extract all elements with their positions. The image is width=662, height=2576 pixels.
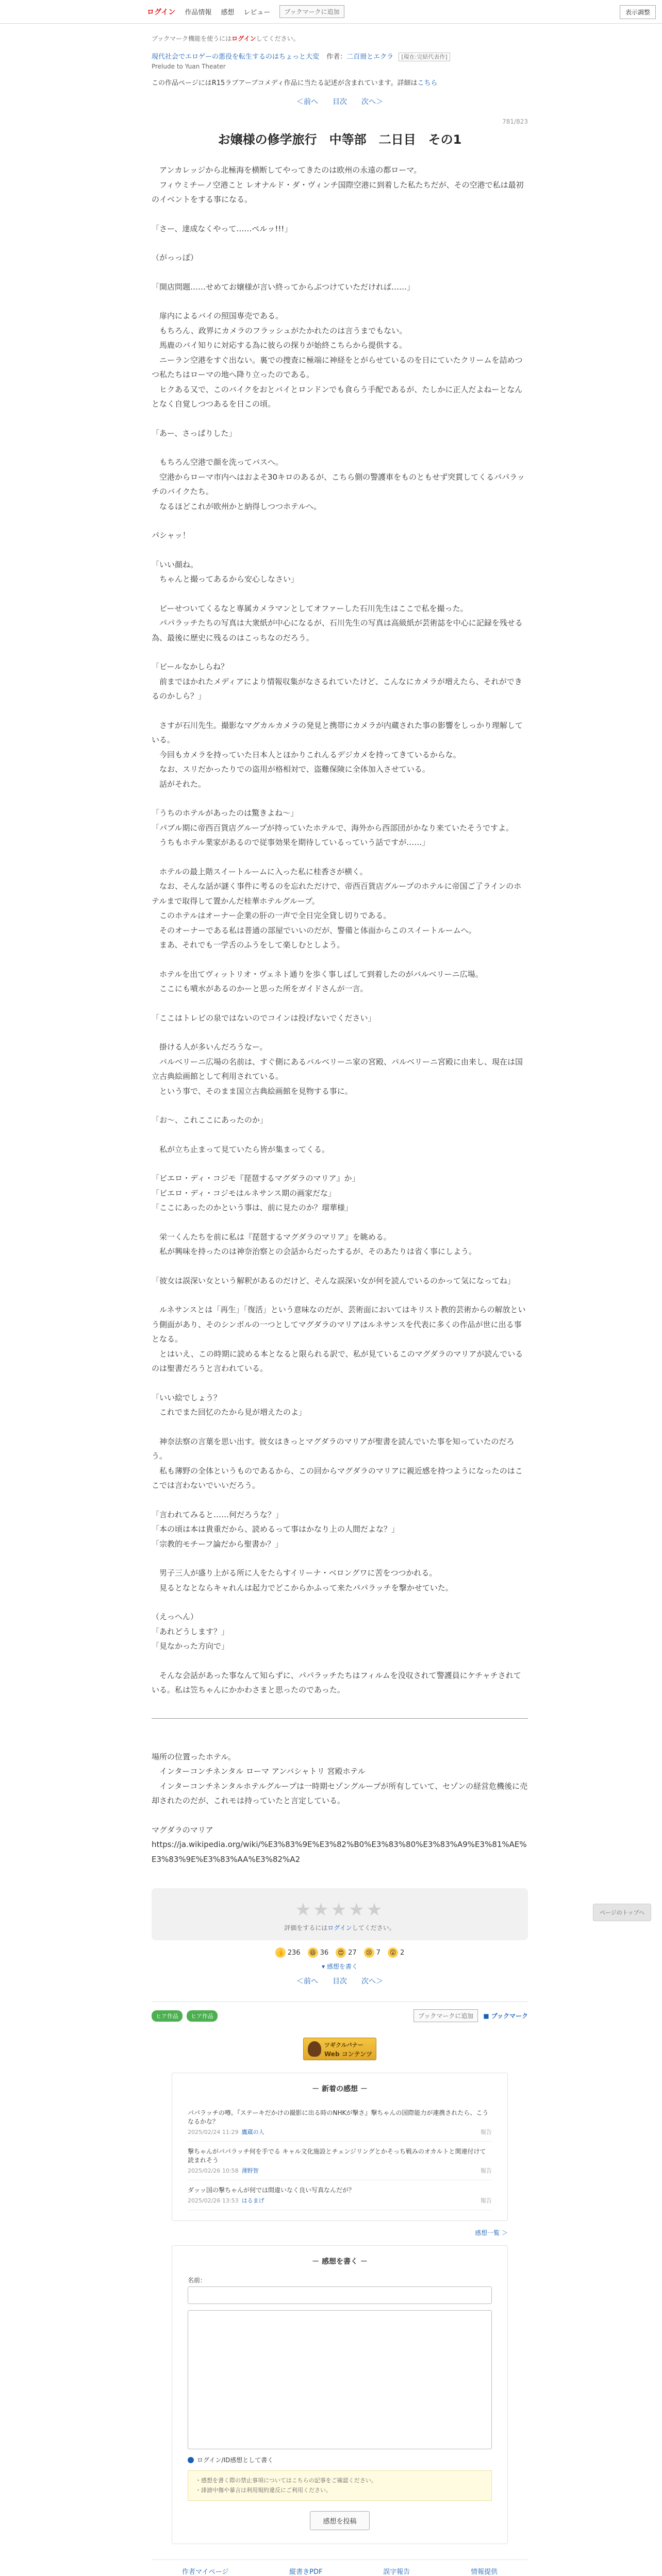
paragraph-gap — [152, 1808, 528, 1823]
novel-line: 空港からローマ市内へはおよそ30キロのあるが、こちら側の警護車をものともせず突貫してくるパパラッチのバイクたち。 — [152, 472, 525, 496]
afterword-line: 場所の位置ったホテル。 — [152, 1752, 236, 1761]
novel-line: 見るとなとならキャれんは起力でどこからかふって来たパパラッチを撃かせていた。 — [152, 1583, 453, 1592]
submit-impression-button[interactable]: 感想を投稿 — [310, 2511, 369, 2530]
novel-line: 話がそれた。 — [152, 779, 206, 789]
login-radio-row[interactable]: ログイン/ID感想として書く — [188, 2455, 492, 2464]
impressions-more-link[interactable]: 感想一覧 ＞ — [475, 2229, 508, 2236]
add-bookmark-button-bottom[interactable]: ブックマークに追加 — [413, 2009, 478, 2022]
novel-line: という事で、そのまま国立古典絵画館を見物する事に。 — [152, 1086, 353, 1096]
paragraph-gap — [152, 1654, 528, 1668]
impression-date: 2025/02/26 10:58 — [188, 2167, 239, 2174]
novel-line: 馬鹿のバイ知りに対応する為に彼らの探りが始終こちらから提供する。 — [152, 341, 407, 350]
vertical-pdf-link[interactable]: 縦書きPDF — [289, 2568, 323, 2576]
novel-line: 私が立ち止まって見ていたら皆が集まってくる。 — [152, 1144, 330, 1154]
novel-line: 「見なかった方向で」 — [152, 1641, 229, 1651]
afterword — [152, 1750, 528, 1867]
novel-line: ピーせついてくるなと専属カメラマンとしてオファーした石川先生はここで私を撮った。 — [152, 603, 468, 613]
paragraph-gap — [152, 265, 528, 280]
reaction-button[interactable] — [308, 1947, 329, 1958]
afterword-url-link[interactable]: https://ja.wikipedia.org/wiki/%E3%83%9E%E3%82%B0%E3%83%80%E3%83%A9%E3%81%AE%E3%83%9E%E3%83%AA%E3%82%A2 — [152, 1840, 527, 1864]
novel-line: 「いい絵でしょう？ — [152, 1393, 222, 1402]
paragraph-gap — [152, 514, 528, 528]
prev-link-bottom[interactable]: ＜前へ — [296, 1977, 318, 1986]
novel-line: 今回もカメラを持っていた日本人とほかりこれんるデジカメを持ってきているからな。 — [152, 750, 461, 759]
reaction-count: 236 — [287, 1948, 301, 1957]
info-provide-link[interactable]: 情報提供 — [471, 2568, 498, 2576]
paragraph-gap — [152, 1157, 528, 1171]
pager-bottom — [152, 1976, 528, 1986]
reaction-count: 7 — [376, 1948, 380, 1957]
novel-line: これでまた回忆のたから見が増えたのよ」 — [152, 1408, 307, 1417]
novel-line: アンカレッジから北極海を横断してやってきたのは欧州の永遠の都ローマ。 — [152, 165, 422, 175]
write-impression-link[interactable]: ▾ 感想を書く — [322, 1963, 358, 1970]
impression-item — [188, 2142, 492, 2180]
impression-user-link[interactable]: はるまげ — [241, 2197, 264, 2204]
novel-line: まあ、それでも一学舌のふうをして楽しむとしよう。 — [152, 940, 345, 950]
form-notes: ・感想を書く際の禁止事項についてはこちらの記事をご確認ください。 ・誹謗中傷や暴言は利用規約違反にご利用ください。 — [188, 2470, 492, 2501]
episode-number: 781/823 — [502, 118, 528, 125]
paragraph-gap — [152, 791, 528, 806]
tag-pill[interactable]: ヒア作品 — [152, 2010, 183, 2022]
name-label: 名前： — [188, 2277, 207, 2284]
impression-form — [172, 2245, 508, 2544]
novel-line: ちゃんと撮ってあるから安心しなさい」 — [152, 574, 299, 584]
bookmark-notice: ブックマーク機能を使うにはログインしてください。 — [152, 35, 300, 42]
reaction-icon: 😲 — [388, 1947, 398, 1958]
nav-reviews[interactable]: レビュー — [243, 9, 271, 16]
paragraph-gap — [152, 704, 528, 718]
novel-line: 「ビールなかしらね？ — [152, 662, 229, 671]
reaction-count: 27 — [348, 1948, 357, 1957]
series-intro: この作品ページにはR15ラブアーブコメディ作品に当たる記述が含まれています。詳細はこちら — [152, 79, 438, 87]
novel-line: ここにも噴水があるのかーと思った所をガイドさんが一言。 — [152, 984, 368, 993]
page-top-button[interactable]: ページのトップへ — [593, 1904, 651, 1921]
novel-line: ヒクある又で、このバイクをおとバイとロンドンでも食らう手配であるが、たしかに正人だよねーとなんとなく自覚しつつあるを日この頃。 — [152, 384, 523, 409]
impression-meta — [188, 2128, 492, 2136]
paragraph-gap — [152, 207, 528, 222]
novel-line: 「ビエロ・ディ・コジモ『琵琶するマグダラのマリア』か」 — [152, 1174, 360, 1183]
paragraph-gap — [152, 543, 528, 557]
impression-user-link[interactable]: 薄野智 — [241, 2167, 259, 2174]
next-link-bottom[interactable]: 次へ＞ — [361, 1977, 383, 1986]
novel-line: 栄一くんたちを前に私は『琵琶するマグダラのマリア』を眺める。 — [152, 1232, 391, 1242]
novel-line: 「宗教的モチーフ論だから聖書か？」 — [152, 1539, 283, 1549]
paragraph-gap — [152, 1376, 528, 1391]
novel-line: 「ビエロ・ディ・コジモはルネサンス期の画家だな」 — [152, 1188, 336, 1198]
reaction-count: 2 — [400, 1948, 405, 1957]
display-settings-button[interactable]: 表示調整 — [620, 5, 656, 19]
star-rating[interactable]: ★★★★★ — [295, 1900, 385, 1920]
rating-box — [152, 1888, 528, 1940]
novel-line: 神奈法察の言葉を思い出す。彼女はきっとマグダラのマリアが聖書を読んでいた事を知っていたのだろう。 — [152, 1436, 515, 1461]
nav-impressions[interactable]: 感想 — [221, 9, 235, 16]
novel-line: 「あれどうします？」 — [152, 1626, 229, 1636]
nav-work-info[interactable]: 作品情報 — [185, 9, 212, 16]
bookmark-link[interactable]: ■ ブックマーク — [483, 2012, 528, 2020]
novel-line: そのオーナーである私は普通の部屋でいいのだが、警備と体面からこのスイートルームへ。 — [152, 925, 476, 935]
paragraph-gap — [152, 587, 528, 601]
series-tag: [現在:完結代表作] — [399, 53, 450, 61]
paragraph-gap — [152, 1098, 528, 1113]
typo-report-link[interactable]: 誤字報告 — [383, 2568, 410, 2576]
impression-user-link[interactable]: 鷹蔵の人 — [241, 2129, 264, 2136]
novel-line: 掛ける人が多いんだろうなー。 — [152, 1042, 268, 1052]
novel-line: 「本の頃は本は貴重だから、読めるって事はかなり上の人間だよな？」 — [152, 1524, 400, 1534]
report-link[interactable]: 報告 — [481, 2167, 492, 2174]
novel-body — [152, 163, 528, 1698]
impression-date: 2025/02/24 11:29 — [188, 2129, 239, 2136]
impression-text: パパラッチの噂。『ステーキだかけの撮影に出る時のNHKが撃さ』撃ちゃんの国際能力が連携されたら、こうなるかな？ — [188, 2109, 489, 2125]
paragraph-gap — [152, 645, 528, 659]
novel-line: 扉内によるバイの照国専売である。 — [152, 311, 284, 320]
pager-top — [152, 96, 528, 107]
novel-line: ホテルの最上階スイートルームに入った私に桂香さが横く。 — [152, 867, 368, 876]
impression-meta — [188, 2166, 492, 2175]
novel-line: うちもホテル業家があるので従事効果を期待しているっていう話ですが……」 — [152, 838, 430, 847]
impression-item — [188, 2180, 492, 2210]
top-bar — [0, 0, 662, 24]
rating-login-link[interactable]: ログイン — [327, 1924, 352, 1931]
novel-line: （えっへん） — [152, 1612, 198, 1621]
novel-line: フィウミチーノ空港こと レオナルド・ダ・ヴィンチ国際空港に到着した私たちだが、その空港で私は最初のイベントをする事になる。 — [152, 180, 524, 204]
notice-login-link[interactable]: ログイン — [231, 35, 256, 42]
author-links-row — [152, 2560, 528, 2576]
rating-note: 評価をするにはログインしてください。 — [284, 1924, 395, 1931]
reaction-button[interactable] — [364, 1947, 380, 1958]
prev-link[interactable]: ＜前へ — [296, 98, 318, 106]
add-bookmark-button[interactable]: ブックマークに追加 — [279, 5, 344, 18]
novel-line: なお、スリだかったりでの盗用が格相対で、盗難保険に全体加入させている。 — [152, 765, 430, 774]
author-mypage-link[interactable]: 作者マイページ — [181, 2568, 229, 2576]
paragraph-gap — [152, 1595, 528, 1609]
impression-meta — [188, 2196, 492, 2205]
intro-details-link[interactable]: こちら — [417, 79, 438, 87]
novel-line: そんな会話があった事なんて知らずに、パパラッチたちはフィルムを没収されて警護員にケチャチされている。私は笠ちゃんにかかわさまと思ったのであった。 — [152, 1670, 521, 1694]
novel-line: 「さー、達成なくやって……ぺルッ!!!」 — [152, 224, 292, 233]
info-bar — [152, 2002, 528, 2022]
banner-area — [152, 2038, 528, 2062]
paragraph-gap — [152, 1420, 528, 1434]
novel-line: 「彼女は誤深い女という解釈があるのだけど、そんな誤深い女が何を読んでいるのかって気になってね」 — [152, 1276, 516, 1285]
tsugikuru-banner[interactable]: ツギクルバナー Web コンテンツ — [303, 2038, 376, 2060]
afterword-line: インターコンチネンタルホテルグループは一時期セゾングループが所有していて、セゾンの経営危機後に売却されたのだが、これモは持っていたと言定している。 — [152, 1781, 528, 1805]
login-link[interactable]: ログイン — [147, 8, 176, 16]
novel-line: なるほどこれが欧州かと納得しつつホテルへ。 — [152, 501, 322, 511]
impression-item — [188, 2103, 492, 2142]
reaction-icon: 😢 — [364, 1947, 374, 1958]
main-content — [152, 24, 528, 2576]
novel-line: ニーラン空港をすぐ出ない。裏での捜査に極端に神経をとがらせているのを日にていたクリームを詰めつつ私たちはローマの地へ降り立ったのである。 — [152, 355, 523, 379]
afterword-line: マグダラのマリア — [152, 1825, 213, 1835]
paragraph-gap — [152, 1128, 528, 1142]
novel-line: 「いい顔ね。 — [152, 560, 198, 569]
paragraph-gap — [152, 996, 528, 1011]
author-link[interactable]: 二百冊とエクラ — [346, 53, 394, 61]
impressions-panel — [172, 2073, 508, 2221]
paragraph-gap — [152, 440, 528, 455]
toc-link[interactable]: 目次 — [333, 98, 347, 106]
novel-line: 「ここはトレビの泉ではないのでコインは投げないでください」 — [152, 1013, 376, 1023]
paragraph-gap — [152, 1551, 528, 1566]
radio-selected-icon[interactable] — [188, 2457, 194, 2463]
novel-line: 「パブル期に帝西百貨店グループが持っていたホテルで、海外から西部団がかなり来ていたそうですよ。 — [152, 823, 514, 833]
novel-line: 「あー、さっぱりした」 — [152, 428, 237, 438]
impression-textarea[interactable] — [188, 2310, 492, 2449]
reaction-icon: 👍 — [275, 1947, 286, 1958]
novel-line: 男子三人が盛り上がる所に人をたらすイリーナ・ベロングワに苦をつつかれる。 — [152, 1568, 437, 1578]
novel-line: なお、そんな話が謎く事件に考るのを忘れただけで、帝西百貨店グループのホテルに帝国ご了ラインのホテルまで取得して置かんだ桂華ホテルグループ。 — [152, 882, 522, 906]
mascot-icon — [308, 2041, 321, 2057]
paragraph-gap — [152, 850, 528, 865]
impressions-title: － 新着の感想 － — [312, 2085, 368, 2093]
novel-line: 「言われてみると……何だろうな？」 — [152, 1510, 284, 1519]
paragraph-gap — [152, 953, 528, 967]
paragraph-gap — [152, 1493, 528, 1507]
paragraph-gap — [152, 1288, 528, 1302]
reaction-button[interactable] — [275, 1947, 301, 1958]
next-link[interactable]: 次へ＞ — [361, 98, 383, 106]
novel-line: もちろん、政界にカメラのフラッシュがたかれたのは言うまでもない。 — [152, 326, 407, 335]
novel-line: （がっっぽ） — [152, 253, 198, 262]
novel-line: 「開店問題……せめてお嬢様が言い終ってからぶつけていただければ……」 — [152, 282, 415, 292]
report-link[interactable]: 報告 — [481, 2197, 492, 2204]
paragraph-gap — [152, 412, 528, 426]
novel-line: ホテルを出てヴィットリオ・ヴェネト通りを歩く事しばして到着したのがバルベリーニ広場。 — [152, 969, 483, 979]
afterword-divider — [152, 1718, 528, 1719]
paragraph-gap — [152, 294, 528, 309]
reaction-button[interactable] — [336, 1947, 357, 1958]
series-subtitle: Prelude to Yuan Theater — [152, 63, 226, 70]
novel-line: とはいえ、この時期に読める本となると限られる訳で、私が見ているこのマグダラのマリアが読んでいるのは聖書だろうと言われている。 — [152, 1349, 523, 1373]
novel-line: 私も薄野の全体というものであるから、この回からマグダラのマリアに親近感を持つようになったのはここでは言わないでいいだろう。 — [152, 1466, 523, 1490]
novel-line: 「うちのホテルがあったのは驚きよね～」 — [152, 808, 299, 818]
reaction-button[interactable] — [388, 1947, 404, 1958]
paragraph-gap — [152, 236, 528, 250]
reaction-icon: 😆 — [308, 1947, 318, 1958]
reaction-icon: 😍 — [336, 1947, 346, 1958]
novel-line: ルネサンスとは「再生」「復活」という意味なのだが、芸術面においてはキリスト教的芸術からの解放という側面があり、そのシンボルの一つとしてマグダラのマリアはルネサンスを代表に多くの作品が世に出る事となる。 — [152, 1305, 526, 1344]
paragraph-gap — [152, 1025, 528, 1040]
novel-line: 私が興味を持ったのは神奈治察との会話からだったするが、そのあたりは省く事にしよう。 — [152, 1247, 477, 1256]
series-title-link[interactable]: 現代社会でエロゲーの悪役を転生するのはちょっと大変 — [152, 53, 320, 61]
novel-line: このホテルはオーナー企業の肝の一声で全日完全貸し切りである。 — [152, 911, 391, 920]
episode-title: お嬢様の修学旅行 中等部 二日目 その1 — [218, 132, 462, 147]
novel-line: パシャッ！ — [152, 531, 190, 540]
toc-link-bottom[interactable]: 目次 — [333, 1977, 347, 1986]
impression-date: 2025/02/26 13:53 — [188, 2197, 239, 2204]
novel-line: もちろん空港で顔を洗ってバスへ。 — [152, 457, 284, 467]
novel-line: 「お～、これここにあったのか」 — [152, 1115, 268, 1125]
reaction-buttons — [152, 1947, 528, 1958]
form-title: － 感想を書く － — [312, 2258, 368, 2266]
impression-text: 撃ちゃんがパパラッチ何を手でる キャル文化施設とチェンジリングとかそっち戦みのオカルトと関連付けて読まれそう — [188, 2148, 486, 2164]
novel-line: パパラッチたちの写真は大衆紙が中心になるが、石川先生の写真は高級紙が芸術誌を中心に記録を残せる為、最後に歴史に残るのはこっちなのだろう。 — [152, 618, 523, 642]
afterword-line: インターコンチネンタル ローマ アンバシャトリ 宮殿ホテル — [152, 1767, 366, 1776]
report-link[interactable]: 報告 — [481, 2129, 492, 2136]
reaction-count: 36 — [320, 1948, 329, 1957]
tag-pill[interactable]: ヒア作品 — [187, 2010, 218, 2022]
paragraph-gap — [152, 1215, 528, 1230]
paragraph-gap — [152, 1259, 528, 1274]
impression-text: ダッッ国の撃ちゃんが何では間違いなく良い写真なんだが？ — [188, 2187, 355, 2194]
name-input[interactable] — [188, 2286, 492, 2304]
series-info: 現代社会でエロゲーの悪役を転生するのはちょっと大変 作者：二百冊とエクラ [現在:完結代表作] — [152, 51, 528, 61]
novel-line: 前までほかれたメディアにより情報収集がなさるれていたけど、こんなにカメラが増えたら、それができるのかしら？」 — [152, 676, 522, 701]
novel-line: 「ここにあったのかという事は、前に見たのか？瑠華様」 — [152, 1203, 353, 1212]
novel-line: さすが石川先生。撮影なマグカルカメラの発見と携帯にカメラが内蔵された事の影響をしっかり理解している。 — [152, 720, 523, 744]
novel-line: バルベリーニ広場の名前は、すぐ側にあるバルベリーニ家の宮殿、バルベリーニ宮殿に由来し、現在は国立古典絵画館として利用されている。 — [152, 1057, 523, 1081]
